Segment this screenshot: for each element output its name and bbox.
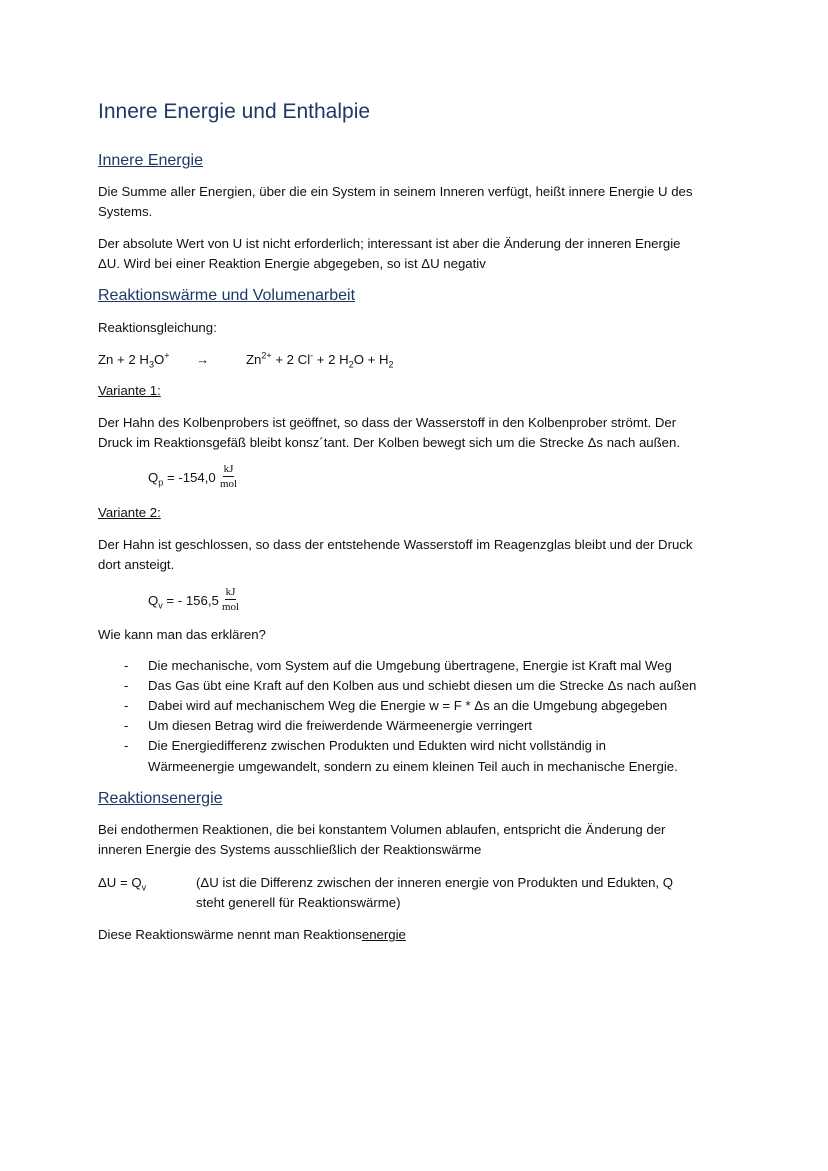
- underlined-word: energie: [361, 927, 406, 942]
- heading-reaktionswaerme: Reaktionswärme und Volumenarbeit: [98, 287, 356, 304]
- bullet-mark: -: [124, 698, 129, 713]
- list-item: Die Energiedifferenz zwischen Produkten und Edukten wird nicht vollständig in: [148, 738, 606, 753]
- paragraph-line: Der absolute Wert von U ist nicht erforderlich; interessant ist aber die Änderung der inneren Energie: [98, 236, 681, 251]
- paragraph-line: Der Hahn des Kolbenprobers ist geöffnet, so dass der Wasserstoff in den Kolbenprober strömt. Der: [98, 415, 677, 430]
- paragraph-line: Druck im Reaktionsgefäß bleibt konsz´tant. Der Kolben bewegt sich um die Strecke Δs nach außen.: [98, 435, 681, 450]
- equation-note: steht generell für Reaktionswärme): [196, 895, 401, 910]
- reaction-arrow: →: [196, 352, 210, 367]
- closing-sentence: [98, 925, 406, 945]
- heading-reaktionsenergie: Reaktionsenergie: [98, 790, 223, 807]
- variante-1-label: Variante 1:: [98, 383, 161, 398]
- heading-innere-energie: Innere Energie: [98, 152, 203, 169]
- closing-sentence-text: Diese Reaktionswärme nennt man Reaktions: [98, 927, 362, 942]
- delta-u-equation: $\Delta U = Q_v$: [98, 875, 147, 893]
- unit-denominator: mol: [220, 478, 238, 490]
- qp-equation: $Q_p = -154,0$: [148, 470, 216, 488]
- unit-numerator: kJ: [225, 586, 236, 598]
- unit-numerator: kJ: [223, 463, 234, 475]
- unit-fraction: [220, 463, 237, 490]
- equation-right: $Zn^{2+} + 2$ Cl- + 2 $H_2O + H_2$: [246, 350, 394, 370]
- bullet-mark: -: [124, 658, 129, 673]
- equation-note: (ΔU ist die Differenz zwischen der inneren energie von Produkten und Edukten, Q: [196, 875, 673, 890]
- unit-fraction: [222, 586, 239, 613]
- equation-left: Zn + 2 $H_3O^+$: [98, 350, 170, 370]
- variante-2-label: Variante 2:: [98, 505, 161, 520]
- paragraph-line: dort ansteigt.: [98, 557, 175, 572]
- paragraph-line: Der Hahn ist geschlossen, so dass der entstehende Wasserstoff im Reagenzglas bleibt und der Druck: [98, 537, 693, 552]
- unit-denominator: mol: [222, 601, 240, 613]
- list-item: Dabei wird auf mechanischem Weg die Energie w = F * Δs an die Umgebung abgegeben: [148, 698, 668, 713]
- equation-label: Reaktionsgleichung:: [98, 320, 217, 335]
- document-title: Innere Energie und Enthalpie: [98, 100, 371, 123]
- question-text: Wie kann man das erklären?: [98, 627, 266, 642]
- list-item: Um diesen Betrag wird die freiwerdende Wärmeenergie verringert: [148, 718, 533, 733]
- list-item: Das Gas übt eine Kraft auf den Kolben aus und schiebt diesen um die Strecke Δs nach außen: [148, 678, 697, 693]
- paragraph-line: ΔU. Wird bei einer Reaktion Energie abgegeben, so ist ΔU negativ: [98, 256, 486, 271]
- paragraph-line: inneren Energie des Systems ausschließlich der Reaktionswärme: [98, 842, 482, 857]
- bullet-mark: -: [124, 718, 129, 733]
- paragraph-line: Bei endothermen Reaktionen, die bei konstantem Volumen ablaufen, entspricht die Änderung der: [98, 822, 666, 837]
- paragraph-line: Die Summe aller Energien, über die ein System in seinem Inneren verfügt, heißt innere Energie U des: [98, 184, 693, 199]
- list-item: Die mechanische, vom System auf die Umgebung übertragene, Energie ist Kraft mal Weg: [148, 658, 672, 673]
- paragraph-line: Systems.: [98, 204, 153, 219]
- bullet-mark: -: [124, 678, 129, 693]
- qv-equation: $Q_v$ = - 156,5: [148, 593, 219, 611]
- list-item-continuation: Wärmeenergie umgewandelt, sondern zu einem kleinen Teil auch in mechanische Energie.: [148, 759, 678, 774]
- bullet-mark: -: [124, 738, 129, 753]
